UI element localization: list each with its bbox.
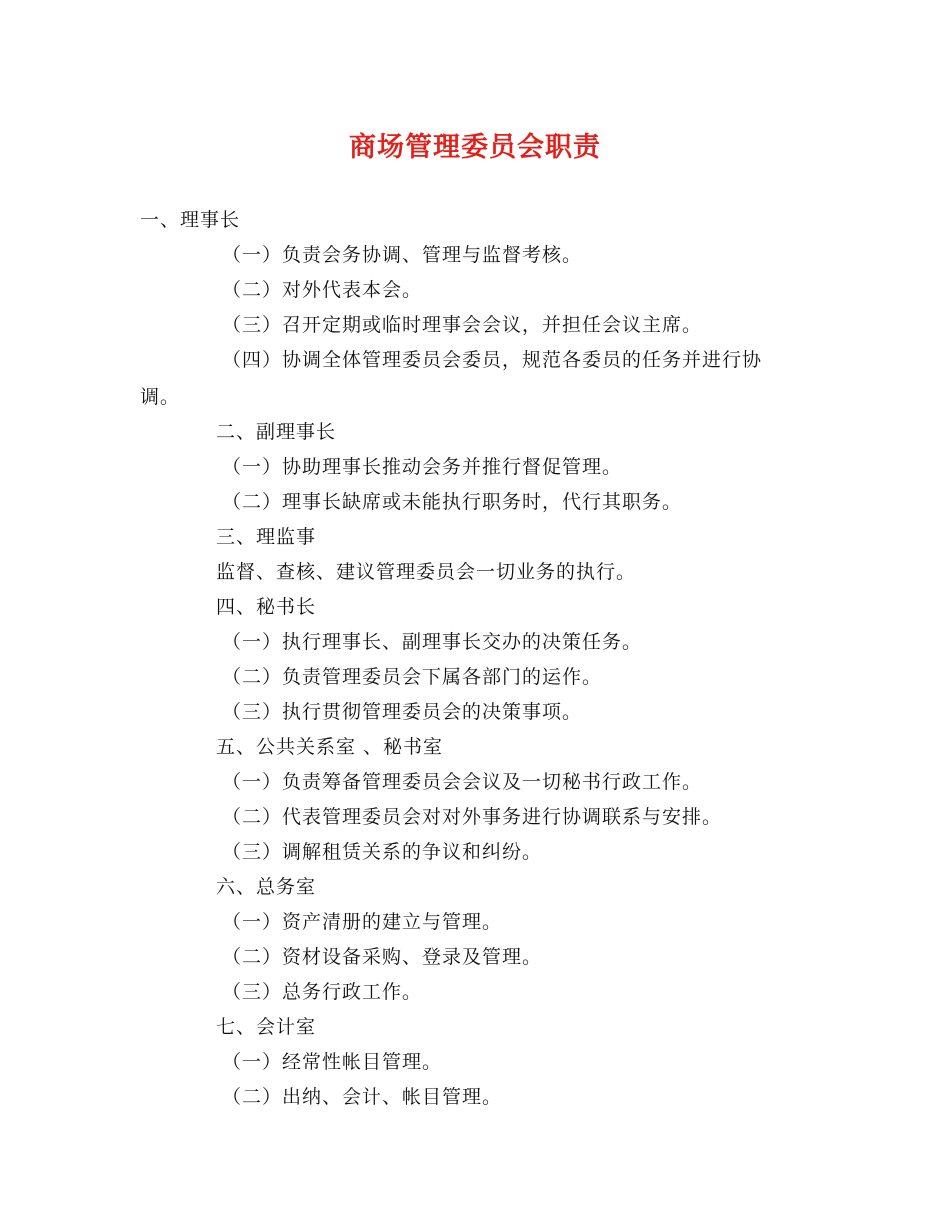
section-heading: 七、会计室 bbox=[216, 1016, 317, 1038]
list-item: （二）负责管理委员会下属各部门的运作。 bbox=[222, 666, 603, 688]
list-item: （三）召开定期或临时理事会会议，并担任会议主席。 bbox=[222, 314, 703, 336]
section-heading: 五、公共关系室 、秘书室 bbox=[216, 736, 444, 758]
list-item: （三）总务行政工作。 bbox=[222, 981, 423, 1003]
list-item: （一）协助理事长推动会务并推行督促管理。 bbox=[222, 456, 623, 478]
list-item: （二）对外代表本会。 bbox=[222, 279, 423, 301]
list-item: （一）负责筹备管理委员会会议及一切秘书行政工作。 bbox=[222, 771, 703, 793]
paragraph: 监督、查核、建议管理委员会一切业务的执行。 bbox=[216, 561, 637, 583]
list-item: （二）代表管理委员会对对外事务进行协调联系与安排。 bbox=[222, 806, 723, 828]
document-title: 商场管理委员会职责 bbox=[349, 132, 601, 163]
list-item: （二）出纳、会计、帐目管理。 bbox=[222, 1086, 503, 1108]
section-heading: 三、理监事 bbox=[216, 526, 317, 548]
list-item: （四）协调全体管理委员会委员，规范各委员的任务并进行协 bbox=[222, 349, 763, 371]
list-item: （三）调解租赁关系的争议和纠纷。 bbox=[222, 841, 543, 863]
list-item-continuation: 调。 bbox=[140, 386, 181, 408]
list-item: （一）经常性帐目管理。 bbox=[222, 1051, 443, 1073]
section-heading: 二、副理事长 bbox=[216, 421, 337, 443]
list-item: （一）资产清册的建立与管理。 bbox=[222, 911, 503, 933]
list-item: （二）理事长缺席或未能执行职务时，代行其职务。 bbox=[222, 491, 683, 513]
list-item: （一）负责会务协调、管理与监督考核。 bbox=[222, 244, 583, 266]
list-item: （一）执行理事长、副理事长交办的决策任务。 bbox=[222, 631, 643, 653]
section-heading: 六、总务室 bbox=[216, 876, 317, 898]
list-item: （三）执行贯彻管理委员会的决策事项。 bbox=[222, 701, 583, 723]
section-heading: 四、秘书长 bbox=[216, 596, 317, 618]
list-item: （二）资材设备采购、登录及管理。 bbox=[222, 946, 543, 968]
section-heading: 一、理事长 bbox=[140, 209, 241, 231]
